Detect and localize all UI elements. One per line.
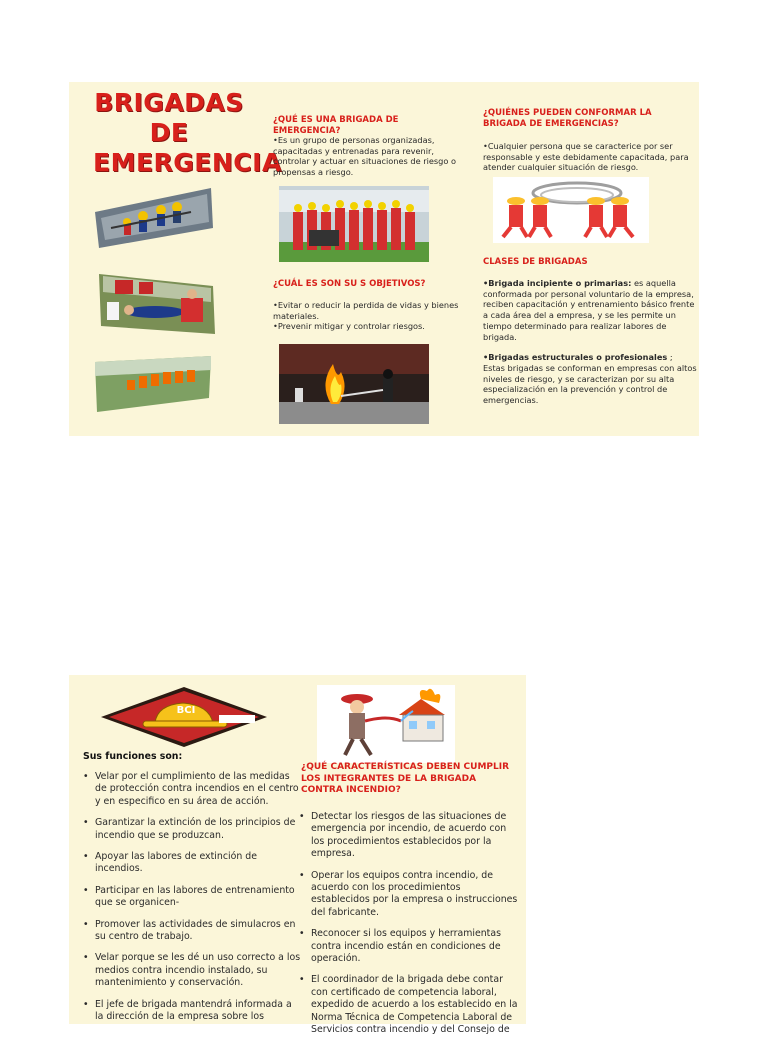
- functions-list: [83, 771, 301, 1033]
- characteristic-item: • Reconocer si los equipos y herramientas contra incendio están en condiciones de operación.: [299, 928, 521, 965]
- classes-list: [483, 278, 697, 406]
- brochure-page-2: [69, 675, 526, 1036]
- function-item: • Participar en las labores de entrenamiento que se organicen-: [83, 885, 301, 910]
- characteristic-item: • El coordinador de la brigada debe contar con certificado de competencia laboral, expedido de acuerdo a los establecido en la Norma Técnica de Competencia Laboral de Servicios contra incendio y del Consejo de: [299, 974, 521, 1036]
- brigade-team-photo: [279, 186, 429, 262]
- brochure-title: [93, 88, 282, 178]
- function-item: • Velar por el cumplimiento de las medidas de protección contra incendios en el centro y en especifico en su área de acción.: [83, 771, 301, 808]
- class-item-incipient-title: •Brigada incipiente o primarias:: [483, 278, 632, 288]
- question-what-is-body: •Es un grupo de personas organizadas, capacitadas y entrenadas para revenir, controlar y actuar en situaciones de riesgo o propensas a riesgo.: [273, 135, 456, 178]
- question-what-is-heading: ¿QUÉ ES UNA BRIGADA DE EMERGENCIA?: [273, 115, 399, 136]
- fire-training-photo: [279, 344, 429, 424]
- drill-photo: [91, 354, 215, 414]
- firefighter-house-cartoon-image: [317, 685, 455, 763]
- objective-item-1: •Evitar o reducir la perdida de vidas y bienes materiales.: [273, 300, 459, 321]
- bci-logo: [99, 685, 269, 749]
- question-who-heading: ¿QUIÉNES PUEDEN CONFORMAR LA BRIGADA DE EMERGENCIAS?: [483, 108, 652, 129]
- class-item-structural-text: ; Estas brigadas se conforman en empresas con altos niveles de riesgo, y se caracterizan por su alta especialización en la prevención y control de emergencias.: [483, 352, 697, 406]
- characteristic-item: • Detectar los riesgos de las situaciones de emergencia por incendio, de acuerdo con los procedimientos establecidos por la empresa.: [299, 811, 521, 861]
- title-line-3: EMERGENCIA: [93, 148, 282, 177]
- title-line-1: BRIGADAS: [94, 88, 244, 117]
- first-aid-photo: [95, 268, 219, 338]
- classes-heading: CLASES DE BRIGADAS: [483, 257, 588, 267]
- function-item: • Garantizar la extinción de los principios de incendio que se produzcan.: [83, 817, 301, 842]
- characteristics-list: [299, 811, 521, 1046]
- function-item: • Velar porque se les dé un uso correcto a los medios contra incendio instalado, su mantenimiento y conservación.: [83, 952, 301, 989]
- function-item: • Apoyar las labores de extinción de incendios.: [83, 851, 301, 876]
- question-who-body: •Cualquier persona que se caracterice por ser responsable y este debidamente capacitada, para atender cualquier situación de riesgo.: [483, 141, 689, 173]
- question-objectives-heading: ¿CUÁL ES SON SU S OBJETIVOS?: [273, 279, 426, 289]
- class-item-incipient-text: es aquella conformada por personal voluntario de la empresa, reciben capacitación y entrenamiento básico frente a cada área del a empresa, y se les permite un tiempo determinado para realizar labores de brigada.: [483, 278, 695, 342]
- class-item-structural: [483, 352, 697, 406]
- class-item-structural-title: •Brigadas estructurales o profesionales: [483, 352, 668, 363]
- objectives-list: [273, 300, 473, 332]
- title-line-2: DE: [149, 118, 189, 147]
- brochure-page-1: [69, 82, 699, 436]
- characteristic-item: • Operar los equipos contra incendio, de acuerdo con los procedimientos establecidos por la empresa o instrucciones del fabricante.: [299, 870, 521, 920]
- bci-logo-text: BCI: [176, 705, 196, 716]
- function-item: • Promover las actividades de simulacros en su centro de trabajo.: [83, 919, 301, 944]
- rescue-photo-1: [91, 182, 215, 250]
- objective-item-2: •Prevenir mitigar y controlar riesgos.: [273, 321, 425, 332]
- class-item-incipient: [483, 278, 697, 342]
- function-item: • El jefe de brigada mantendrá informada a la dirección de la empresa sobre los: [83, 999, 301, 1024]
- characteristics-heading: ¿QUÉ CARACTERÍSTICAS DEBEN CUMPLIR LOS INTEGRANTES DE LA BRIGADA CONTRA INCENDIO?: [301, 762, 510, 795]
- firefighters-cartoon-image: [493, 177, 649, 243]
- functions-heading: Sus funciones son:: [83, 751, 183, 762]
